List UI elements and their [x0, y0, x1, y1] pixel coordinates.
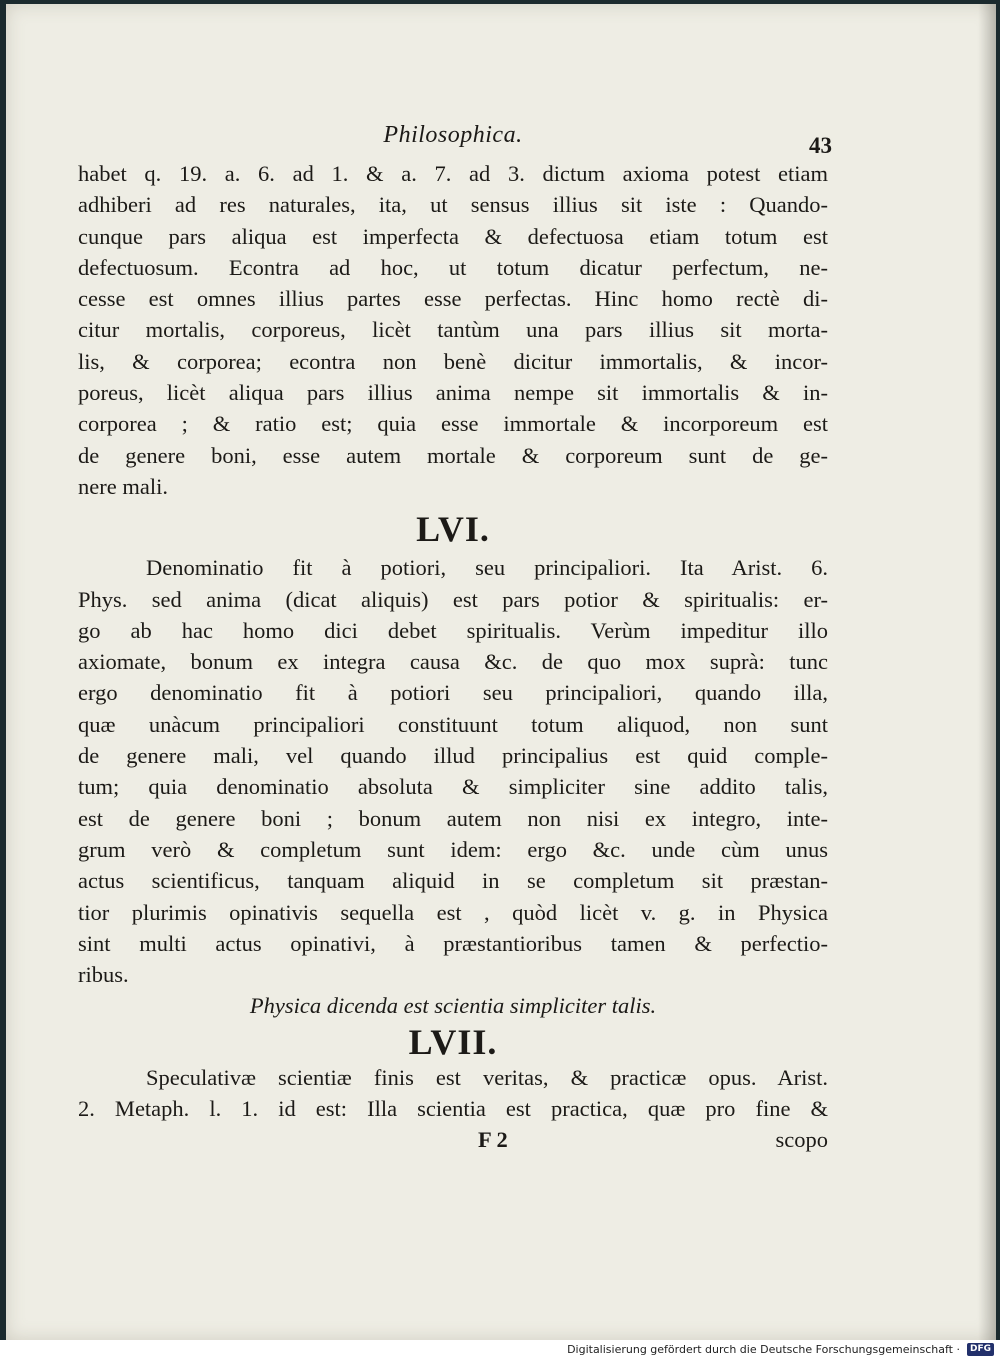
text-line: adhiberi ad res naturales, ita, ut sensus illius sit iste : Quando- [78, 192, 828, 218]
text-line: nere mali. [78, 473, 168, 499]
thesis-line: Physica dicenda est scientia simpliciter talis. [249, 993, 657, 1019]
funding-credit: Digitalisierung gefördert durch die Deutsche Forschungsgemeinschaft · [567, 1343, 960, 1356]
page-footer [78, 1124, 828, 1155]
text-line: citur mortalis, corporeus, licèt tantùm una pars illius sit morta- [78, 317, 828, 343]
text-line: corporea ; & ratio est; quia esse immortale & incorporeum est [78, 411, 828, 437]
text-line: grum verò & completum sunt idem: ergo &c. unde cùm unus [78, 836, 828, 862]
text-line: ergo denominatio fit à potiori seu principaliori, quando illa, [78, 680, 828, 706]
text-line: habet q. 19. a. 6. ad 1. & a. 7. ad 3. dictum axioma potest etiam [78, 161, 828, 186]
text-line: est de genere boni ; bonum autem non nisi ex integro, inte- [78, 805, 828, 831]
section-heading-lvi: LVI. [416, 509, 490, 550]
running-head: Philosophica. [383, 122, 523, 148]
text-line: 2. Metaph. l. 1. id est: Illa scientia est practica, quæ pro fine & [78, 1096, 828, 1122]
signature-mark: F 2 [478, 1127, 508, 1153]
text-line: actus scientificus, tanquam aliquid in se completum sit præstan- [78, 868, 828, 894]
text-line: tior plurimis opinativis sequella est , quòd licèt v. g. in Physica [78, 899, 828, 925]
text-line: Speculativæ scientiæ finis est veritas, & practicæ opus. Arist. [146, 1064, 828, 1090]
text-line: quæ unàcum principaliori constituunt totum aliquod, non sunt [78, 711, 828, 737]
text-line: defectuosum. Econtra ad hoc, ut totum dicatur perfectum, ne- [78, 254, 828, 280]
text-line: poreus, licèt aliqua pars illius anima nempe sit immortalis & in- [78, 380, 828, 406]
text-line: Denominatio fit à potiori, seu principaliori. Ita Arist. 6. [146, 555, 828, 581]
text-line: go ab hac homo dici debet spiritualis. Verùm impeditur illo [78, 617, 828, 643]
paragraph-2 [78, 552, 828, 990]
section-heading-lvii: LVII. [408, 1021, 498, 1062]
dfg-logo-icon: DFG [967, 1343, 994, 1356]
text-line: sint multi actus opinativi, à præstantioribus tamen & perfectio- [78, 930, 828, 956]
catchword: scopo [775, 1127, 828, 1153]
page-header [78, 120, 832, 158]
text-line: ribus. [78, 962, 129, 988]
page-edge-shadow [978, 4, 996, 1340]
text-line: cesse est omnes illius partes esse perfectas. Hinc homo rectè di- [78, 286, 828, 312]
text-line: de genere mali, vel quando illud principalius est quid comple- [78, 743, 828, 769]
text-line: Phys. sed anima (dicat aliquis) est pars potior & spiritualis: er- [78, 586, 828, 612]
text-line: lis, & corporea; econtra non benè dicitur immortalis, & incor- [78, 348, 828, 374]
paragraph-3 [78, 1062, 828, 1125]
paragraph-1 [78, 158, 828, 502]
text-line: axiomate, bonum ex integra causa &c. de quo mox suprà: tunc [78, 649, 828, 675]
text-line: cunque pars aliqua est imperfecta & defectuosa etiam totum est [78, 223, 828, 249]
page-number: 43 [809, 133, 832, 158]
text-line: tum; quia denominatio absoluta & simpliciter sine addito talis, [78, 774, 828, 800]
book-page [6, 4, 996, 1340]
text-line: de genere boni, esse autem mortale & corporeum sunt de ge- [78, 442, 828, 468]
credit-bar [0, 1340, 1000, 1359]
page-text-block [78, 120, 832, 1155]
